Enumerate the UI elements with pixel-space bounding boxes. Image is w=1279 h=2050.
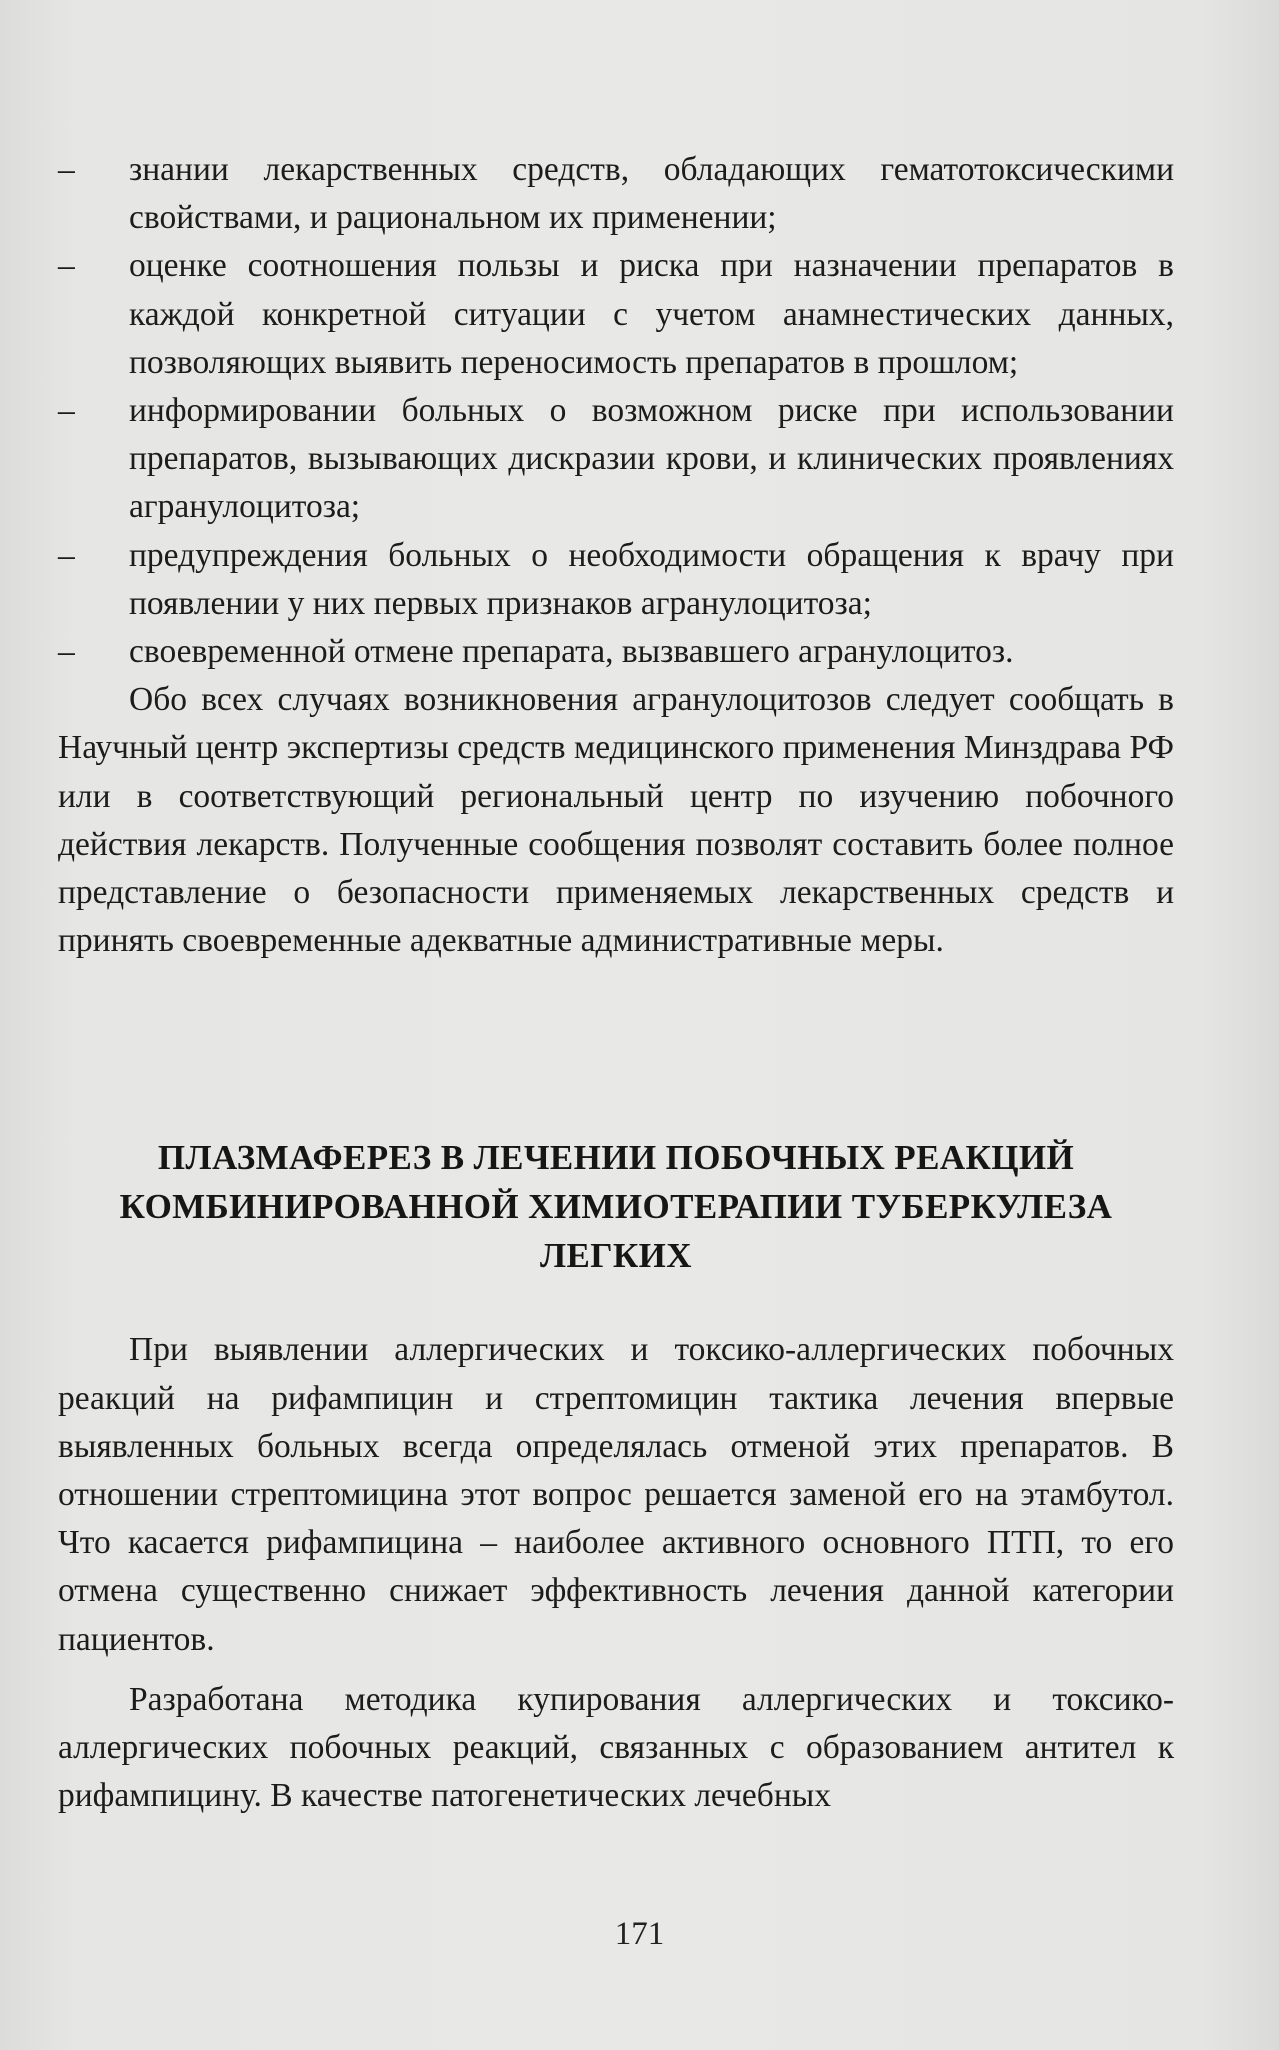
list-dash: – — [58, 633, 75, 671]
list-item — [58, 532, 1174, 628]
page-number: 171 — [614, 1916, 665, 1952]
list-item — [58, 387, 1174, 532]
list-item-text: оценке соотношения пользы и риска при назначении препаратов в каждой конкретной ситуации с учетом анамнестических данных, позволяющих выявить переносимость препаратов в прошлом; — [129, 247, 1174, 381]
list-item-text: предупреждения больных о необходимости обращения к врачу при появлении у них первых признаков агранулоцитоза; — [129, 536, 1174, 622]
list-dash: – — [58, 247, 75, 285]
list-item — [58, 146, 1174, 242]
list-item-text: информировании больных о возможном риске при использовании препаратов, вызывающих дискразии крови, и клинических проявлениях агранулоцитоза; — [129, 392, 1174, 526]
report-paragraph: Обо всех случаях возникновения агранулоцитозов следует сообщать в Научный центр экспертизы средств медицинского применения Минздрава РФ или в соответствующий региональный центр по изучению побочного действия лекарств. Полученные сообщения позволят составить более полное представление о безопасности применяемых лекарственных средств и принять своевременные адекватные административные меры. — [58, 681, 1174, 960]
list-dash: – — [58, 151, 75, 188]
list-item — [58, 628, 1174, 676]
list-item-text: своевременной отмене препарата, вызвавшего агранулоцитоз. — [129, 633, 1014, 671]
page-content — [58, 146, 1174, 1820]
body-paragraph-1: При выявлении аллергических и токсико-аллергических побочных реакций на рифампицин и стрептомицин тактика лечения впервые выявленных больных всегда определялась отменой этих препаратов. В отношении стрептомицина этот вопрос решается заменой его на этамбутол. Что касается рифампицина – наиболее активного основного ПТП, то его отмена существенно снижает эффективность лечения данной категории пациентов. — [58, 1331, 1174, 1658]
dash-list — [58, 146, 1174, 676]
list-dash: – — [58, 392, 75, 430]
list-dash: – — [58, 536, 75, 574]
list-item-text: знании лекарственных средств, обладающих гематотоксическими свойствами, и рациональном их применении; — [129, 151, 1174, 237]
body-paragraph-2: Разработана методика купирования аллергических и токсико-аллергических побочных реакций, связанных с образованием антител к рифампицину. В качестве патогенетических лечебных — [58, 1680, 1174, 1815]
section-heading: ПЛАЗМАФЕРЕЗ В ЛЕЧЕНИИ ПОБОЧНЫХ РЕАКЦИЙ КОМБИНИРОВАННОЙ ХИМИОТЕРАПИИ ТУБЕРКУЛЕЗА ЛЕГКИХ — [119, 1138, 1113, 1276]
list-item — [58, 242, 1174, 387]
